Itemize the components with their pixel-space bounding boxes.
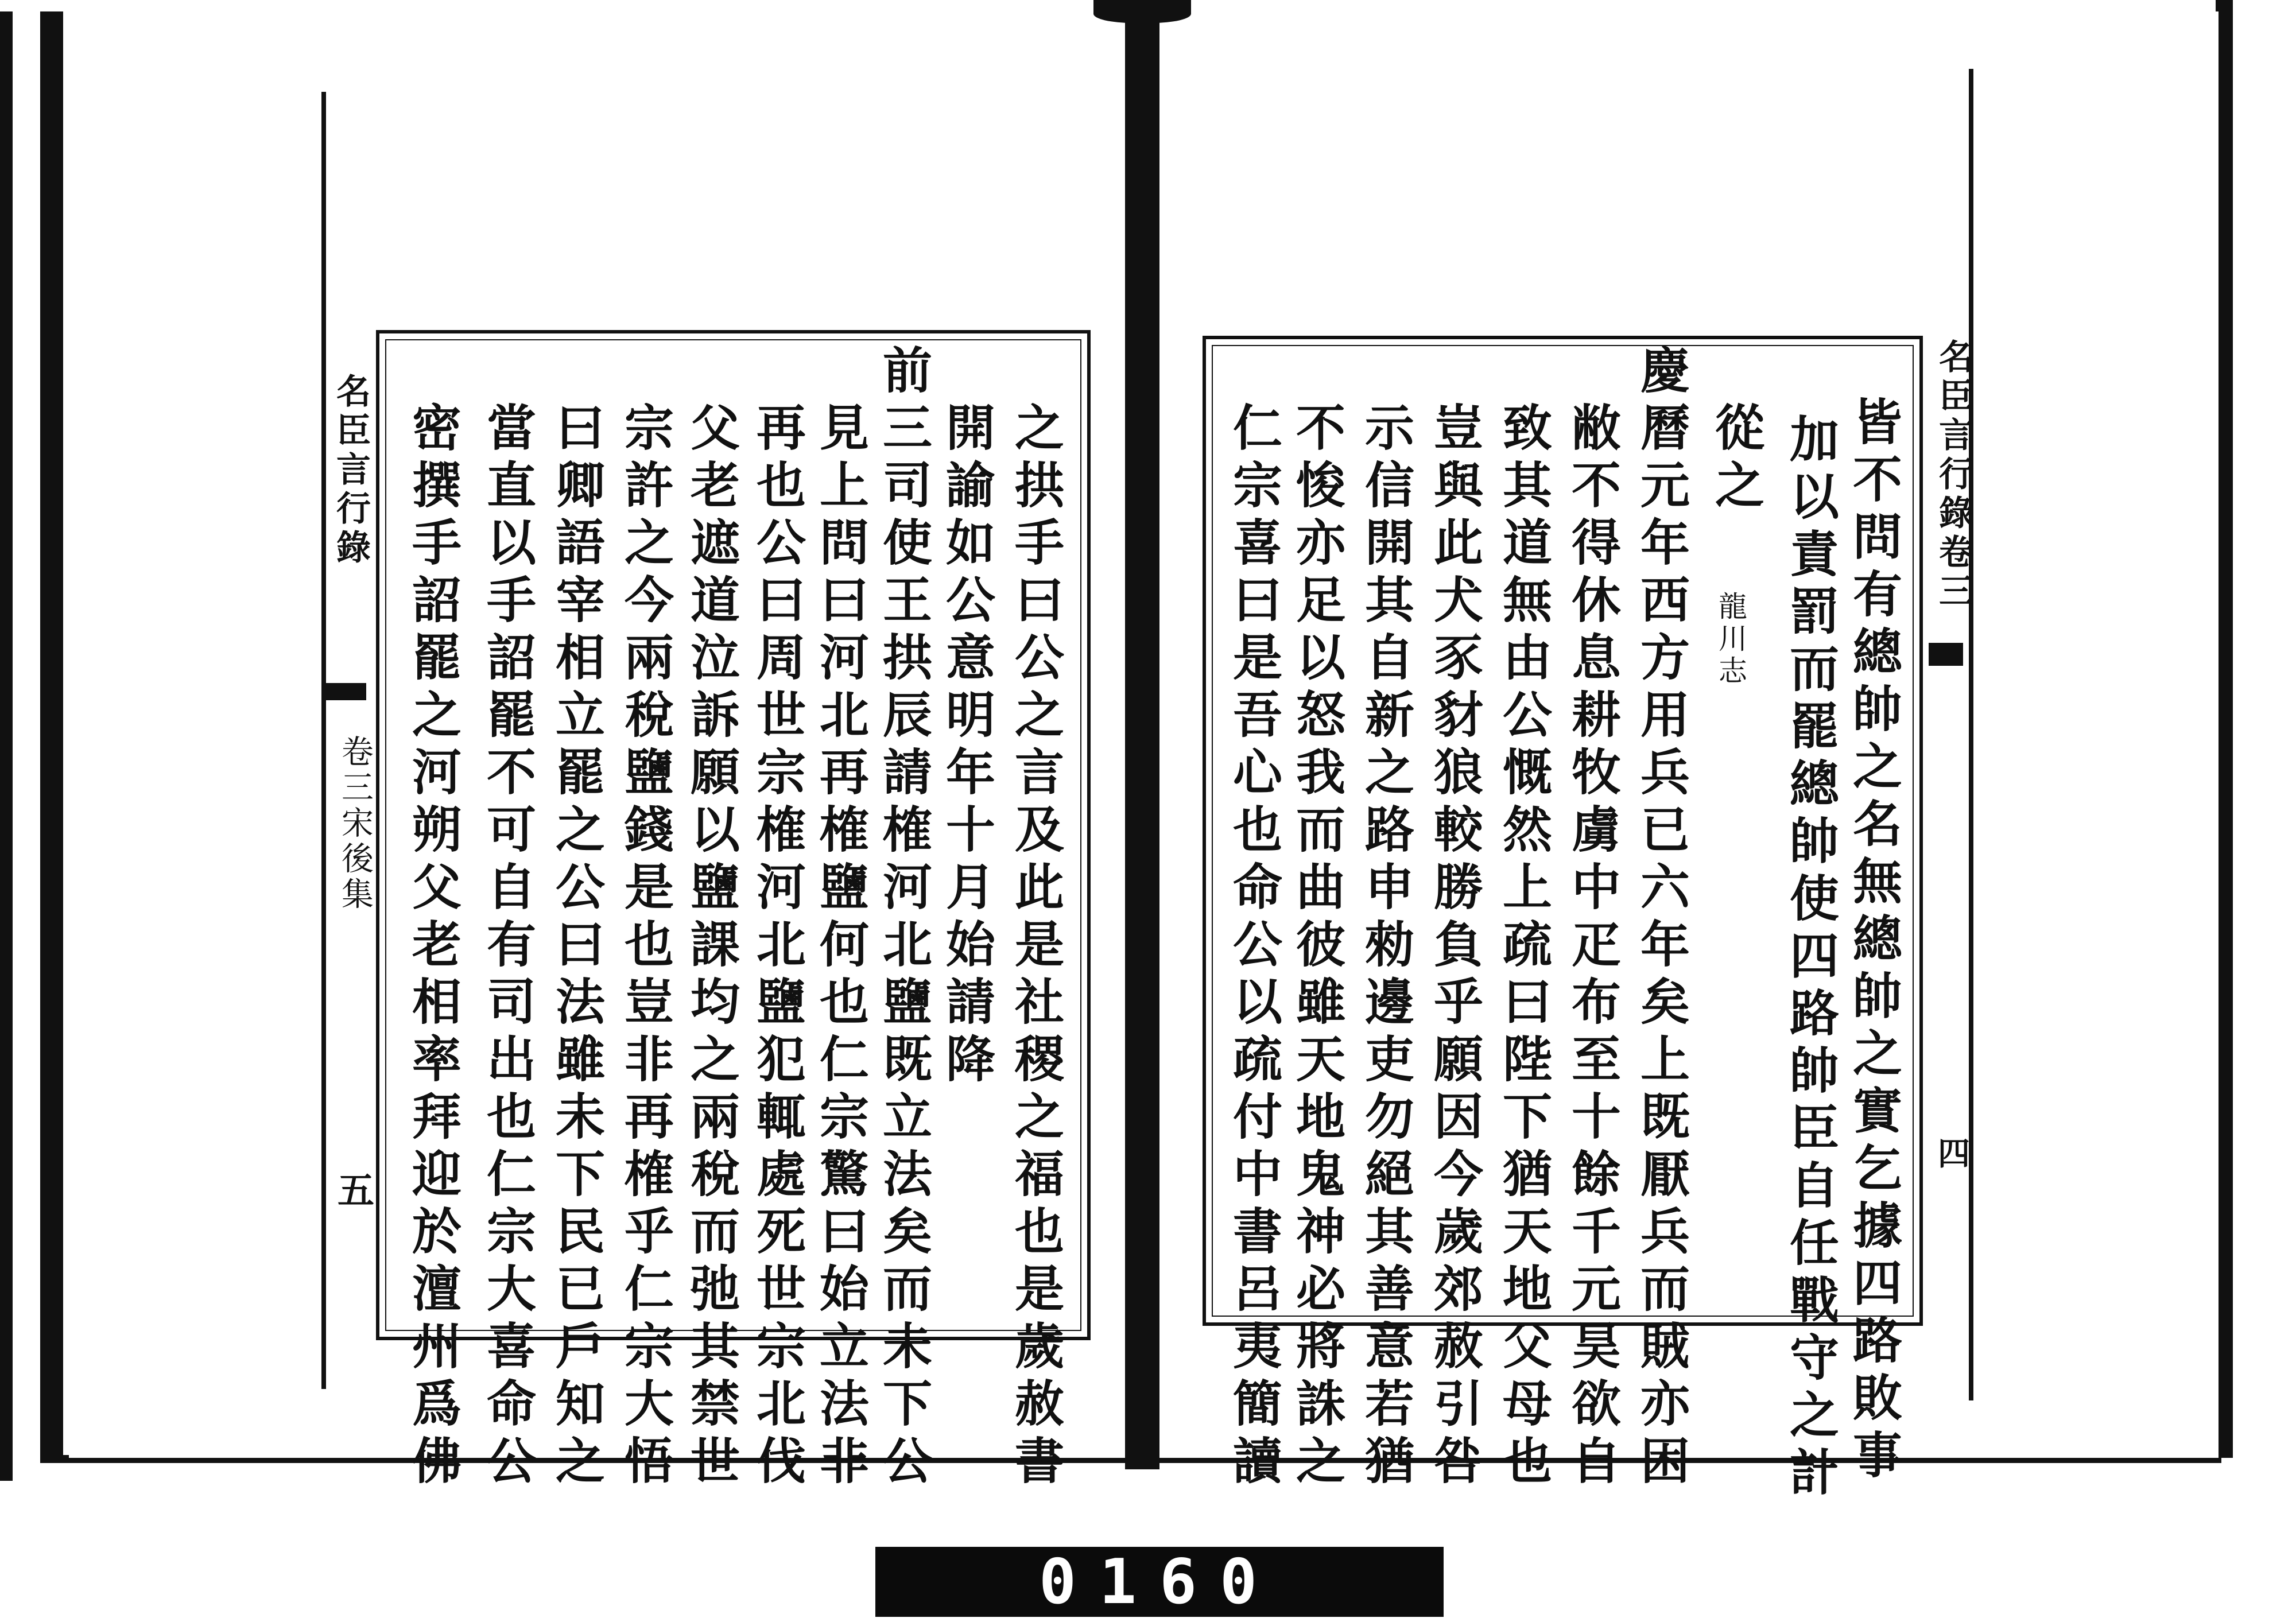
book-gutter-cap	[1093, 0, 1191, 23]
right-page-outer-strip	[1929, 69, 1973, 1400]
right-col-6: 致其道無由公慨然上疏曰陛下猶天地父母也	[1494, 402, 1552, 1492]
right-col-3: 從之	[1707, 402, 1764, 517]
left-spine-section-text: 宋後集	[336, 806, 374, 913]
right-col-7: 豈與此犬豕豺狼較勝負乎願因今歲郊赦引咎	[1425, 402, 1483, 1492]
right-col-2: 加以責罰而罷總帥使四路帥臣自任戰守之計	[1781, 413, 1839, 1504]
scan-edge-left	[0, 11, 13, 1481]
left-col-7: 宗許之今兩稅鹽錢是也豈非再榷乎仁宗大悟	[616, 402, 674, 1492]
frame-counter-digits: 0160	[1038, 1546, 1281, 1618]
left-spine-title: 名臣言行錄	[331, 373, 371, 568]
left-col-8: 曰卿語宰相立罷之公曰法雖未下民已戶知之	[547, 402, 605, 1492]
right-note: 龍川志	[1714, 591, 1747, 688]
left-spine-volume-text: 卷三	[336, 735, 374, 806]
right-col-4: 慶曆元年西方用兵已六年矣上既厭兵而賊亦困	[1632, 344, 1690, 1492]
right-page-number: 四	[1933, 1136, 1971, 1169]
left-col-4: 見上問曰河北再榷鹽何也仁宗驚曰始立法非	[811, 402, 869, 1492]
left-col-9: 當直以手詔罷不可自有司出也仁宗大喜命公	[478, 402, 536, 1492]
right-strip-bar	[1929, 643, 1963, 666]
left-col-10: 密撰手詔罷之河朔父老相率拜迎於澶州爲佛	[404, 402, 461, 1492]
left-col-6: 父老遮道泣訴願以鹽課均之兩稅而弛其禁世	[682, 402, 740, 1492]
right-strip-title-text: 名臣言行錄	[1933, 339, 1973, 534]
right-col-1: 皆不問有總帥之名無總帥之實乞據四路敗事	[1844, 396, 1902, 1487]
right-strip-volume-text: 卷三	[1933, 534, 1973, 612]
frame-counter	[875, 1547, 1444, 1617]
book-gutter	[1125, 0, 1159, 1469]
right-col-5: 敝不得休息耕牧虜中疋布至十餘千元昊欲自	[1563, 402, 1621, 1492]
right-strip-title	[1929, 339, 1978, 612]
right-col-8: 示信開其自新之路申勑邊吏勿絕其善意若猶	[1356, 402, 1414, 1492]
left-page-spine-strip	[321, 92, 378, 1389]
left-page-number: 五	[331, 1171, 374, 1208]
right-col-10: 仁宗喜曰是吾心也命公以疏付中書呂夷簡讀	[1224, 402, 1282, 1492]
left-col-3: 前三司使王拱辰請榷河北鹽既立法矣而未下公	[874, 344, 932, 1492]
book-edge-left	[40, 11, 63, 1458]
left-col-5: 再也公曰周世宗榷河北鹽犯輒處死世宗北伐	[748, 402, 806, 1492]
left-spine-volume	[332, 735, 378, 913]
left-col-2: 開諭如公意明年十月始請降	[937, 402, 995, 1091]
left-spine-bar	[326, 683, 366, 700]
left-col-1: 之拱手曰公之言及此是社稷之福也是歲赦書	[1006, 402, 1064, 1492]
right-col-9: 不悛亦足以怒我而曲彼雖天地鬼神必將誅之	[1287, 402, 1345, 1492]
